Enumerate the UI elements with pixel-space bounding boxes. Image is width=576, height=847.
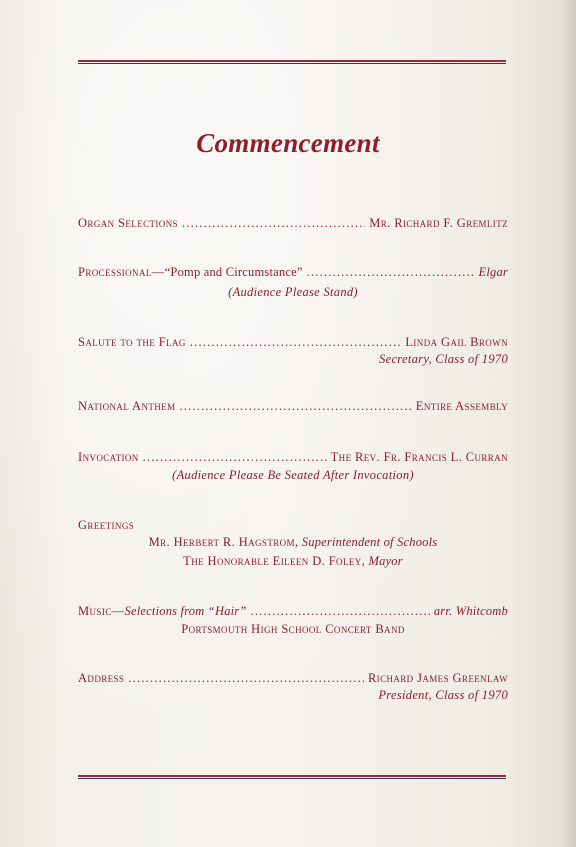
speaker-name: Mr. Herbert R. Hagstrom,	[148, 535, 299, 549]
item-value: Richard James Greenlaw	[367, 671, 508, 685]
program-item-processional	[78, 263, 508, 281]
page-title: Commencement	[196, 128, 380, 158]
item-piece: “Pomp and Circumstance”	[164, 265, 303, 279]
item-label: Address	[78, 671, 125, 685]
item-value: The Rev. Fr. Francis L. Curran	[330, 450, 508, 464]
bottom-rule	[78, 775, 506, 780]
item-value: Mr. Richard F. Gremlitz	[369, 216, 508, 230]
speaker-name: The Honorable Eileen D. Foley,	[183, 554, 366, 568]
item-label: Salute to the Flag	[78, 335, 186, 349]
speaker-role: Superintendent of Schools	[298, 535, 438, 549]
item-piece: Selections from “Hair”	[124, 604, 247, 618]
dot-leader	[128, 669, 364, 687]
dot-leader	[182, 214, 365, 232]
item-label: National Anthem	[78, 399, 176, 413]
dot-leader	[179, 397, 411, 415]
program-item-music	[78, 602, 508, 620]
item-note: (Audience Please Be Seated After Invocation)	[172, 468, 414, 482]
program-item-national-anthem	[78, 397, 508, 415]
program-item-address	[78, 669, 508, 687]
program-item-invocation	[78, 448, 508, 466]
dot-leader	[251, 602, 430, 620]
item-label: Processional—	[78, 265, 165, 279]
program-item-organ-selections	[78, 214, 508, 232]
item-label: Music—	[78, 604, 125, 618]
item-label: Organ Selections	[78, 216, 178, 230]
program-item-salute-to-flag	[78, 333, 508, 351]
program-item-greetings	[78, 516, 508, 534]
item-label: Greetings	[78, 518, 135, 532]
item-note: (Audience Please Stand)	[228, 285, 358, 299]
item-label: Invocation	[78, 450, 139, 464]
item-note: Secretary, Class of 1970	[379, 352, 508, 366]
item-note: President, Class of 1970	[378, 688, 508, 702]
item-value: arr. Whitcomb	[433, 604, 508, 618]
dot-leader	[190, 333, 402, 351]
item-value: Linda Gail Brown	[405, 335, 508, 349]
item-performer: Portsmouth High School Concert Band	[181, 622, 405, 636]
dot-leader	[143, 448, 327, 466]
speaker-role: Mayor	[365, 554, 403, 568]
item-value: Entire Assembly	[415, 399, 508, 413]
item-value: Elgar	[478, 265, 508, 279]
dot-leader	[307, 263, 475, 281]
greeting-speaker	[78, 533, 508, 551]
top-rule	[78, 60, 506, 65]
greeting-speaker	[78, 552, 508, 570]
